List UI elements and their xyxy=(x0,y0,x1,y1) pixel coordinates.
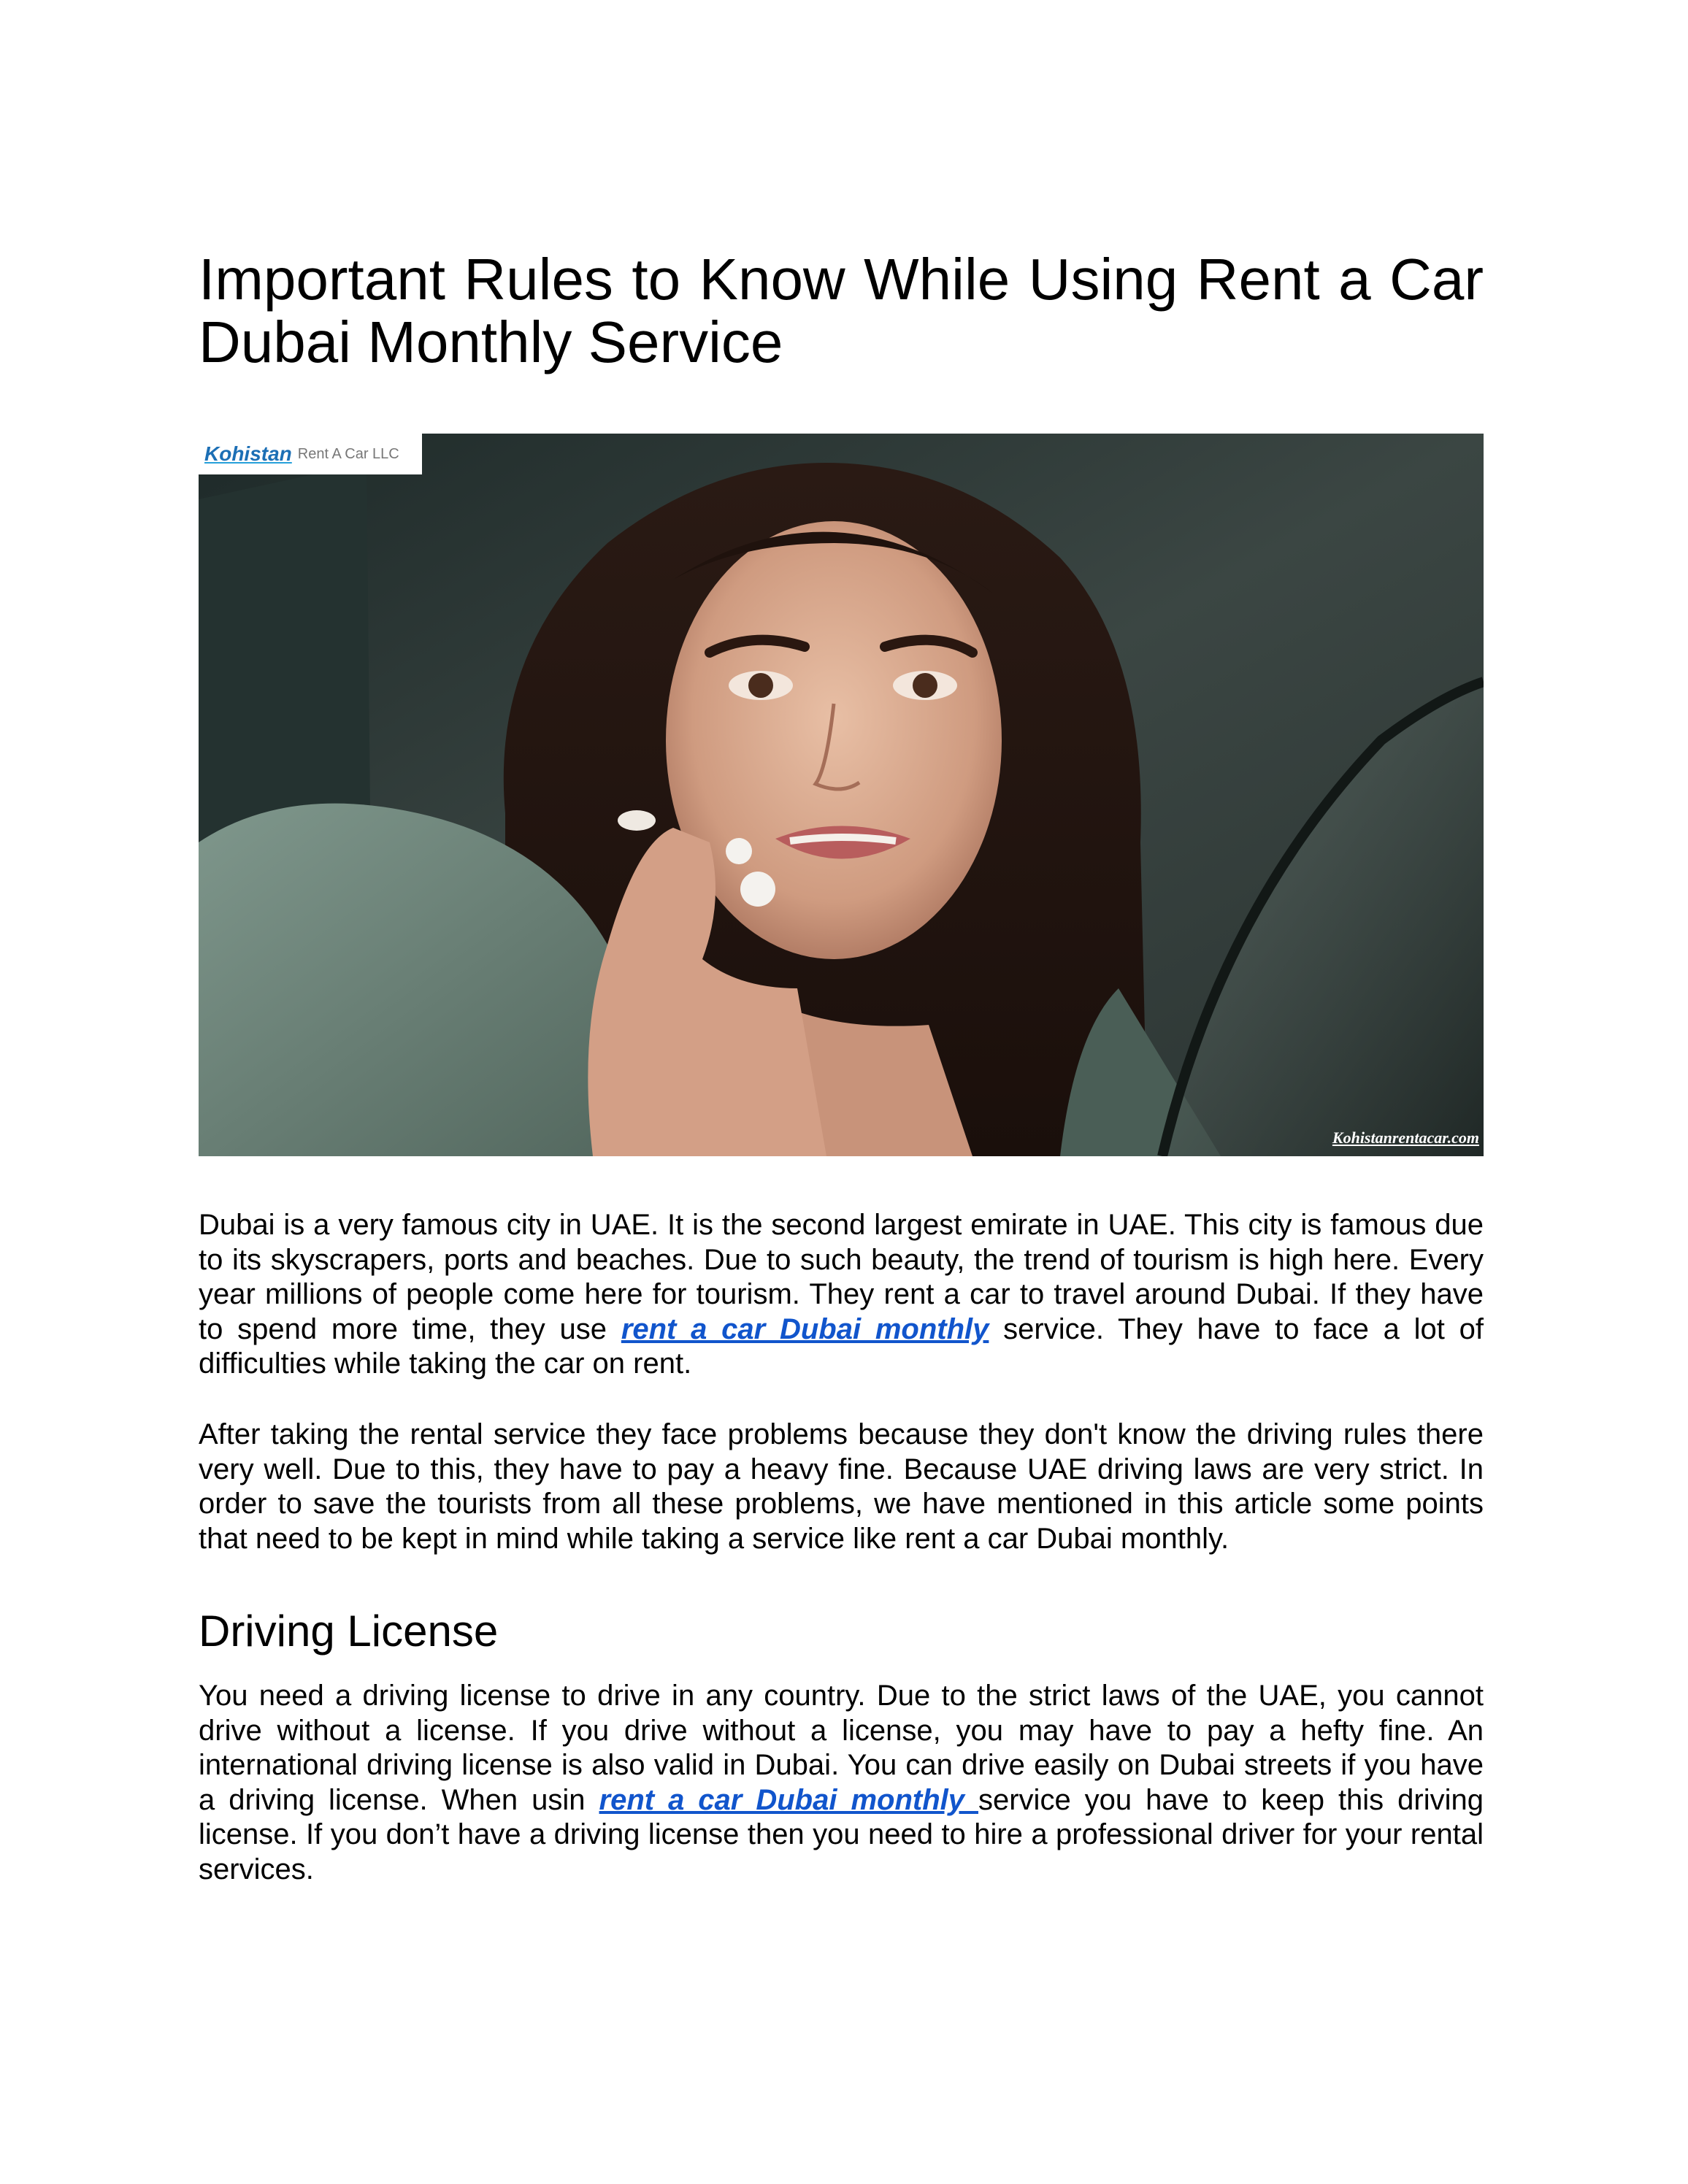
driving-license-paragraph xyxy=(199,1679,1484,1887)
intro-paragraph xyxy=(199,1208,1484,1382)
license-text-after: service you have to keep this driving license. If you don’t have a driving license then you need to hire a professional driver for your rental services. xyxy=(199,1783,1484,1885)
logo-brand-text: Kohistan xyxy=(204,442,292,465)
hero-photo-illustration xyxy=(199,434,1484,1156)
intro-text-after: service. They have to face a lot of difficulties while taking the car on rent. xyxy=(199,1312,1484,1380)
license-text-before: You need a driving license to drive in any country. Due to the strict laws of the UAE, you cannot drive without a license. If you drive without a license, you may have to pay a hefty fine. An international driving license is also valid in Dubai. You can drive easily on Dubai streets if you have a driving license. When usin xyxy=(199,1680,1484,1816)
intro-text-before: Dubai is a very famous city in UAE. It is the second largest emirate in UAE. This city is famous due to its skyscrapers, ports and beaches. Due to such beauty, the trend of tourism is high here. Every year millions of people come here for tourism. They rent a car to travel around Dubai. If they have to spend more time, they use xyxy=(199,1209,1484,1345)
image-watermark: Kohistanrentacar.com xyxy=(1332,1128,1479,1147)
teeth xyxy=(790,837,896,841)
rent-a-car-dubai-monthly-link-2[interactable]: rent a car Dubai monthly xyxy=(599,1783,978,1816)
ring-pearl-large xyxy=(740,872,775,907)
face xyxy=(666,521,1002,959)
second-paragraph: After taking the rental service they face problems because they don't know the driving rules there very well. Due to this, they have to pay a heavy fine. Because UAE driving laws are very strict. In order to save the tourists from all these problems, we have mentioned in this article some points that need to be kept in mind while taking a service like rent a car Dubai monthly. xyxy=(199,1418,1484,1555)
rent-a-car-dubai-monthly-link[interactable]: rent a car Dubai monthly xyxy=(621,1312,989,1345)
right-iris xyxy=(913,673,937,698)
logo-subtitle: Rent A Car LLC xyxy=(297,445,399,462)
page-title: Important Rules to Know While Using Rent a Car Dubai Monthly Service xyxy=(199,247,1484,374)
left-iris xyxy=(748,673,773,698)
fingernail xyxy=(618,810,656,831)
hero-image xyxy=(199,434,1484,1156)
ring-pearl-small xyxy=(726,838,752,864)
section-heading-driving-license: Driving License xyxy=(199,1607,499,1656)
brand-logo xyxy=(199,434,422,474)
